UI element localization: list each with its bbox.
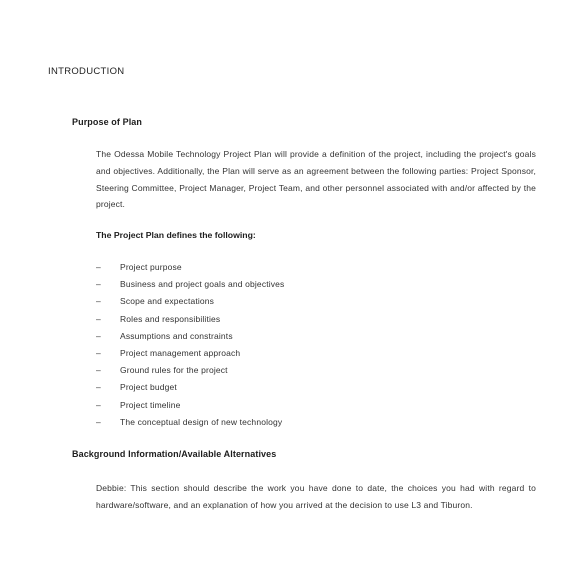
section-title: INTRODUCTION <box>48 66 125 77</box>
dash-bullet: – <box>96 416 101 427</box>
dash-bullet: – <box>96 262 101 272</box>
list-item-text: Business and project goals and objectives <box>120 279 285 290</box>
dash-bullet: – <box>96 382 101 393</box>
list-heading: The Project Plan defines the following: <box>96 230 256 240</box>
list-item-text: Assumptions and constraints <box>120 330 233 341</box>
list-item-text: Project management approach <box>120 347 241 358</box>
background-paragraph: Debbie: This section should describe the work you have done to date, the choices you had with regard to hardware/software, and an explanation of how you arrived at the decision to use L3 and Tiburon. <box>96 483 536 510</box>
list-item-text: Project purpose <box>120 262 182 272</box>
list-item-text: Scope and expectations <box>120 296 215 307</box>
dash-bullet: – <box>96 365 101 376</box>
list-item-text: The conceptual design of new technology <box>120 416 283 427</box>
dash-bullet: – <box>96 313 101 324</box>
list-item-text: Roles and responsibilities <box>120 313 221 324</box>
dash-bullet: – <box>96 279 101 290</box>
purpose-paragraph: The Odessa Mobile Technology Project Plan will provide a definition of the project, including the project's goals and objectives. Additionally, the Plan will serve as an agreement between the following parties: Project Sponsor, Steering Committee, Project Manager, Project Team, and other personnel associated with and/or affected by the project. <box>96 149 536 210</box>
dash-bullet: – <box>96 330 101 341</box>
purpose-heading: Purpose of Plan <box>72 117 143 127</box>
dash-bullet: – <box>96 296 101 307</box>
background-heading: Background Information/Available Alternatives <box>72 449 277 459</box>
dash-bullet: – <box>96 399 101 410</box>
list-item-text: Project timeline <box>120 399 181 410</box>
list-item-text: Project budget <box>120 382 177 393</box>
dash-bullet: – <box>96 347 101 358</box>
list-item-text: Ground rules for the project <box>120 365 228 376</box>
